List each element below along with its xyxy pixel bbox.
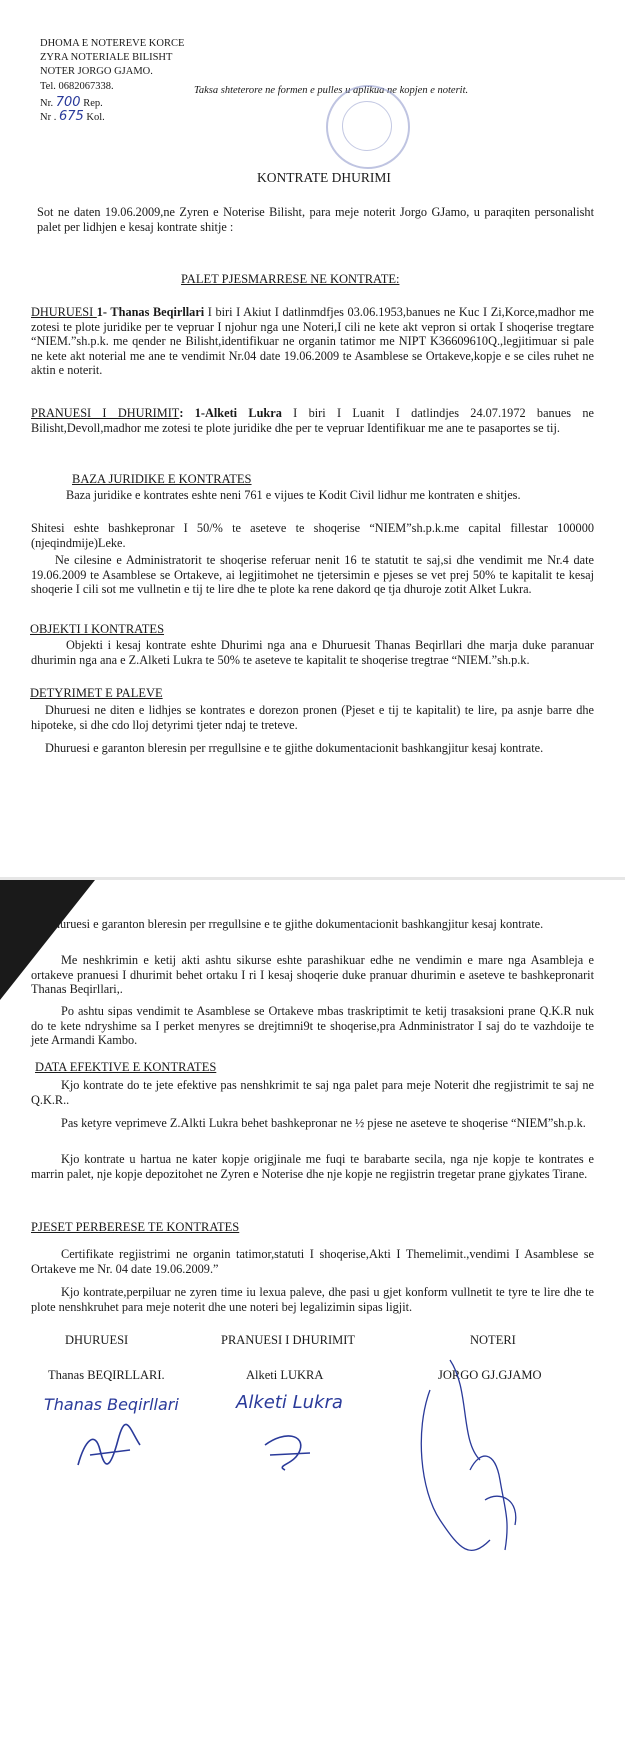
object-heading: OBJEKTI I KONTRATES <box>30 622 165 636</box>
effective-p1: Kjo kontrate do te jete efektive pas nenshkrimit te saj nga palet para meje Noterit dhe regjistrimit te saj ne Q.K.R.. <box>31 1078 594 1107</box>
obligations-p2: Dhuruesi e garanton bleresin per rregullsine e te gjithe dokumentacionit bashkangjitur kesaj kontrate. <box>45 741 544 755</box>
parts-p1: Certifikate regjistrimi ne organin tatimor,statuti I shoqerise,Akti I Themelimit.,vendimi I Asamblese se Ortakeve me Nr. 04 date 19.06.2009.” <box>31 1247 594 1276</box>
header-nr-rep <box>40 95 103 110</box>
recipient-text: I biri I Luanit I datlindjes 24.07.1972 banues ne Bilisht,Devoll,madhor me zotesi te plote juridike dhe per te vepruar Identifikuar me ane te pasaportes se tij. <box>31 406 594 435</box>
donor-handwritten-name: Thanas Beqirllari <box>44 1395 179 1414</box>
header-notary: NOTER JORGO GJAMO. <box>40 66 153 77</box>
admin-paragraph: Po ashtu sipas vendimit te Asamblese se Ortakeve mbas traskriptimit te ketij trasaksioni prane Q.K.R nuk do te kete ndryshime sa I perket menyres se drejtimni9t te shoqerise,pra Adnministrator I saj do te vazhdoije te jete Armandi Kambo. <box>31 1004 594 1047</box>
header-chamber: DHOMA E NOTEREVE KORCE <box>40 38 185 49</box>
notary-signature <box>410 1350 560 1590</box>
legal-basis-p2: Shitesi eshte bashkepronar I 50/% te aseteve te shoqerise “NIEM”sh.p.k.me capital fillestar 100000 (njeqindmije)Leke. <box>31 521 594 550</box>
folded-page-corner <box>0 880 95 1000</box>
parts-heading: PJESET PERBERESE TE KONTRATES <box>31 1220 240 1234</box>
continued-guarantee: Dhuruesi e garanton bleresin per rregullsine e te gjithe dokumentacionit bashkangjitur kesaj kontrate. <box>45 917 544 931</box>
recipient-handwritten-name: Alketi Lukra <box>236 1392 343 1413</box>
legal-basis-heading: BAZA JURIDIKE E KONTRATES <box>72 472 252 486</box>
recipient-label: PRANUESI I DHURIMIT <box>31 406 180 420</box>
nr-rep-label: Nr. <box>40 98 54 109</box>
header-office: ZYRA NOTERIALE BILISHT <box>40 52 173 63</box>
kol-label: Kol. <box>86 112 105 123</box>
effective-p3: Kjo kontrate u hartua ne kater kopje origjinale me fuqi te barabarte secila, nga nje kopje te kontrates e marrin palet, nje kopje depozitohet ne Zyren e Noterise dhe nje kopje ne regjistrin tregetar prane gjykates Tirane. <box>31 1152 594 1181</box>
contract-title: KONTRATE DHURIMI <box>257 170 391 185</box>
donor-printed-name: Thanas BEQIRLLARI. <box>48 1368 165 1382</box>
recipient-printed-name: Alketi LUKRA <box>246 1368 324 1382</box>
object-p1: Objekti i kesaj kontrate eshte Dhurimi nga ana e Dhuruesit Thanas Beqirllari dhe marja duke paranuar dhurimin nga ana e Z.Alketi Lukra te 50% te aseteve te kapitalit te shoqerise tregtrae “NIEM.”sh.p.k. <box>31 638 594 667</box>
consent-paragraph: Me neshkrimin e ketij akti ashtu sikurse eshte parashikuar edhe ne vendimin e mare nga Asambleja e ortakeve pranuesi I dhurimit behet ortaku I ri I kesaj shoqerie duke pranuar dhurimin e aseteve te bashkepronarit Thanas Beqirllari,. <box>31 953 594 996</box>
document-page-2 <box>0 880 625 1754</box>
notary-stamp-inner <box>342 101 392 151</box>
nr-kol-handwritten: 675 <box>58 109 84 124</box>
parts-p2: Kjo kontrate,perpiluar ne zyren time iu lexua paleve, dhe pasi u gjet konform vullnetit te tyre te lire dhe te plote nenshkruhet para meje noterit dhe une noteri bej legalizimin sipas ligjit. <box>31 1285 594 1314</box>
donor-label: DHURUESI <box>31 305 97 319</box>
recipient-paragraph <box>31 406 594 435</box>
donor-sign-title: DHURUESI <box>65 1333 129 1347</box>
nr-kol-label: Nr . <box>40 112 57 123</box>
notary-sign-title: NOTERI <box>470 1333 516 1347</box>
notary-printed-name: JORGO GJ.GJAMO <box>438 1368 542 1382</box>
tax-note: Taksa shteterore ne formen e pulles u aplikua ne kopjen e noterit. <box>194 85 469 96</box>
recipient-sign-title: PRANUESI I DHURIMIT <box>221 1333 356 1347</box>
intro-paragraph: Sot ne daten 19.06.2009,ne Zyren e Noterise Bilisht, para meje noterit Jorgo GJamo, u paraqiten personalisht palet per lidhjen e kesaj kontrate shitje : <box>37 205 594 234</box>
effective-p2: Pas ketyre veprimeve Z.Alkti Lukra behet bashkepronar ne ½ pjese ne aseteve te shoqerise “NIEM”sh.p.k. <box>61 1116 586 1130</box>
donor-paragraph <box>31 305 594 378</box>
nr-rep-handwritten: 700 <box>55 95 81 110</box>
rep-label: Rep. <box>83 98 103 109</box>
donor-signature <box>70 1420 150 1475</box>
recipient-signature <box>255 1425 325 1475</box>
obligations-heading: DETYRIMET E PALEVE <box>30 686 163 700</box>
legal-basis-p1: Baza juridike e kontrates eshte neni 761 e vijues te Kodit Civil lidhur me kontraten e shitjes. <box>66 488 521 502</box>
effective-date-heading: DATA EFEKTIVE E KONTRATES <box>35 1060 217 1074</box>
parties-heading: PALET PJESMARRESE NE KONTRATE: <box>181 272 400 286</box>
donor-name: 1- Thanas Beqirllari <box>96 305 205 319</box>
obligations-p1: Dhuruesi ne diten e lidhjes se kontrates e dorezon pronen (Pjeset e tij te kapitalit) te lire, pa asnje barre dhe hipoteke, si dhe cdo lloj detyrimi tjeter ndaj te treteve. <box>31 703 594 732</box>
recipient-name: : 1-Alketi Lukra <box>179 406 282 420</box>
donor-text: I biri I Akiut I datlinmdfjes 03.06.1953,banues ne Kuc I Zi,Korce,madhor me zotesi te plote juridike per te vepruar I njohur nga une Noteri,I cili ne kete akt vepron si ortak I shoqerise tregtare “NIEM.”sh.p.k. me qender ne Bilisht,identifikuar ne organin tatimor me NIPT K36609610Q.,legjitimuar si pale ne kete akt noterial me ane te vendimit Nr.04 date 19.06.2009 te Asamblese se Ortakeve,kopje e se ciles ruhet ne aktin e noterit. <box>31 305 594 377</box>
legal-basis-p3: Ne cilesine e Administratorit te shoqerise referuar nenit 16 te statutit te saj,si dhe vendimit me Nr.4 date 19.06.2009 te Asamblese se Ortakeve, ai legjitimohet ne tjetersimin e pjeses se vet prej 50% te kapitalit te kesaj shoqerie I cili sot me vullnetin e tij te lire dhe te plote ka rene dakord qe tja dhuroje zotit Alket Lukra. <box>31 553 594 596</box>
header-phone: Tel. 0682067338. <box>40 81 114 92</box>
header-nr-kol <box>40 109 105 124</box>
